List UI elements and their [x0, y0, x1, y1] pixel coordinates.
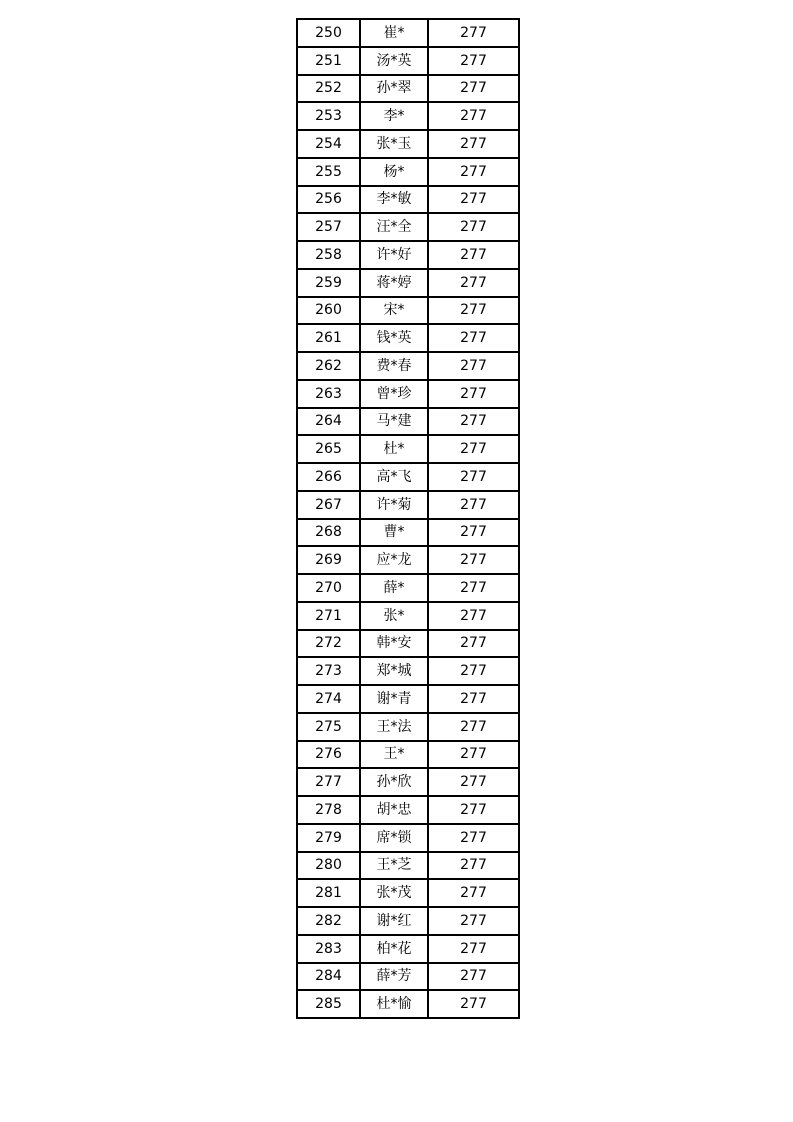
- score-cell: 277: [428, 75, 519, 103]
- row-number-cell: 284: [297, 963, 360, 991]
- name-cell: 薛*: [360, 574, 428, 602]
- table-row: [297, 269, 519, 297]
- score-cell: 277: [428, 796, 519, 824]
- name-cell: 曾*珍: [360, 380, 428, 408]
- table-row: [297, 907, 519, 935]
- name-cell: 李*: [360, 102, 428, 130]
- name-cell: 高*飞: [360, 463, 428, 491]
- row-number-cell: 260: [297, 297, 360, 325]
- name-cell: 宋*: [360, 297, 428, 325]
- row-number-cell: 267: [297, 491, 360, 519]
- score-cell: 277: [428, 324, 519, 352]
- name-cell: 谢*红: [360, 907, 428, 935]
- score-cell: 277: [428, 269, 519, 297]
- row-number-cell: 269: [297, 546, 360, 574]
- score-cell: 277: [428, 380, 519, 408]
- score-cell: 277: [428, 47, 519, 75]
- row-number-cell: 261: [297, 324, 360, 352]
- table-row: [297, 352, 519, 380]
- table-row: [297, 796, 519, 824]
- table-container: [296, 18, 520, 1019]
- score-table: [296, 18, 520, 1019]
- table-row: [297, 602, 519, 630]
- score-cell: 277: [428, 824, 519, 852]
- row-number-cell: 270: [297, 574, 360, 602]
- table-row: [297, 158, 519, 186]
- name-cell: 郑*城: [360, 657, 428, 685]
- table-row: [297, 19, 519, 47]
- name-cell: 崔*: [360, 19, 428, 47]
- score-cell: 277: [428, 657, 519, 685]
- name-cell: 汪*全: [360, 213, 428, 241]
- table-row: [297, 935, 519, 963]
- name-cell: 杜*: [360, 435, 428, 463]
- name-cell: 王*: [360, 741, 428, 769]
- score-cell: 277: [428, 879, 519, 907]
- table-row: [297, 519, 519, 547]
- name-cell: 柏*花: [360, 935, 428, 963]
- name-cell: 韩*安: [360, 630, 428, 658]
- name-cell: 李*敏: [360, 186, 428, 214]
- score-cell: 277: [428, 713, 519, 741]
- score-cell: 277: [428, 491, 519, 519]
- table-row: [297, 546, 519, 574]
- score-cell: 277: [428, 519, 519, 547]
- row-number-cell: 266: [297, 463, 360, 491]
- name-cell: 曹*: [360, 519, 428, 547]
- row-number-cell: 257: [297, 213, 360, 241]
- table-row: [297, 768, 519, 796]
- name-cell: 蒋*婷: [360, 269, 428, 297]
- score-cell: 277: [428, 741, 519, 769]
- name-cell: 席*锁: [360, 824, 428, 852]
- name-cell: 张*玉: [360, 130, 428, 158]
- score-cell: 277: [428, 630, 519, 658]
- table-row: [297, 852, 519, 880]
- score-cell: 277: [428, 602, 519, 630]
- row-number-cell: 252: [297, 75, 360, 103]
- score-cell: 277: [428, 158, 519, 186]
- row-number-cell: 255: [297, 158, 360, 186]
- name-cell: 王*芝: [360, 852, 428, 880]
- table-body: [297, 19, 519, 1018]
- row-number-cell: 283: [297, 935, 360, 963]
- score-cell: 277: [428, 963, 519, 991]
- row-number-cell: 271: [297, 602, 360, 630]
- name-cell: 费*春: [360, 352, 428, 380]
- score-cell: 277: [428, 102, 519, 130]
- score-cell: 277: [428, 907, 519, 935]
- score-cell: 277: [428, 685, 519, 713]
- table-row: [297, 824, 519, 852]
- score-cell: 277: [428, 852, 519, 880]
- name-cell: 张*茂: [360, 879, 428, 907]
- score-cell: 277: [428, 297, 519, 325]
- score-cell: 277: [428, 213, 519, 241]
- table-row: [297, 408, 519, 436]
- score-cell: 277: [428, 130, 519, 158]
- row-number-cell: 251: [297, 47, 360, 75]
- name-cell: 钱*英: [360, 324, 428, 352]
- row-number-cell: 273: [297, 657, 360, 685]
- row-number-cell: 256: [297, 186, 360, 214]
- row-number-cell: 278: [297, 796, 360, 824]
- name-cell: 汤*英: [360, 47, 428, 75]
- table-row: [297, 435, 519, 463]
- table-row: [297, 241, 519, 269]
- table-row: [297, 713, 519, 741]
- row-number-cell: 277: [297, 768, 360, 796]
- name-cell: 杨*: [360, 158, 428, 186]
- name-cell: 胡*忠: [360, 796, 428, 824]
- name-cell: 应*龙: [360, 546, 428, 574]
- table-row: [297, 102, 519, 130]
- score-cell: 277: [428, 241, 519, 269]
- table-row: [297, 324, 519, 352]
- name-cell: 孙*翠: [360, 75, 428, 103]
- row-number-cell: 280: [297, 852, 360, 880]
- score-cell: 277: [428, 408, 519, 436]
- table-row: [297, 130, 519, 158]
- table-row: [297, 685, 519, 713]
- row-number-cell: 253: [297, 102, 360, 130]
- table-row: [297, 879, 519, 907]
- table-row: [297, 574, 519, 602]
- score-cell: 277: [428, 435, 519, 463]
- row-number-cell: 282: [297, 907, 360, 935]
- row-number-cell: 265: [297, 435, 360, 463]
- table-row: [297, 463, 519, 491]
- row-number-cell: 268: [297, 519, 360, 547]
- table-row: [297, 741, 519, 769]
- score-cell: 277: [428, 186, 519, 214]
- table-row: [297, 657, 519, 685]
- name-cell: 马*建: [360, 408, 428, 436]
- table-row: [297, 213, 519, 241]
- row-number-cell: 264: [297, 408, 360, 436]
- score-cell: 277: [428, 574, 519, 602]
- name-cell: 薛*芳: [360, 963, 428, 991]
- table-row: [297, 186, 519, 214]
- row-number-cell: 274: [297, 685, 360, 713]
- score-cell: 277: [428, 463, 519, 491]
- row-number-cell: 259: [297, 269, 360, 297]
- table-row: [297, 47, 519, 75]
- name-cell: 谢*青: [360, 685, 428, 713]
- table-row: [297, 380, 519, 408]
- name-cell: 张*: [360, 602, 428, 630]
- row-number-cell: 250: [297, 19, 360, 47]
- row-number-cell: 281: [297, 879, 360, 907]
- name-cell: 许*菊: [360, 491, 428, 519]
- name-cell: 孙*欣: [360, 768, 428, 796]
- row-number-cell: 285: [297, 990, 360, 1018]
- name-cell: 王*法: [360, 713, 428, 741]
- row-number-cell: 276: [297, 741, 360, 769]
- name-cell: 许*好: [360, 241, 428, 269]
- table-row: [297, 963, 519, 991]
- table-row: [297, 75, 519, 103]
- score-cell: 277: [428, 935, 519, 963]
- row-number-cell: 263: [297, 380, 360, 408]
- row-number-cell: 279: [297, 824, 360, 852]
- table-row: [297, 491, 519, 519]
- score-cell: 277: [428, 768, 519, 796]
- score-cell: 277: [428, 546, 519, 574]
- table-row: [297, 990, 519, 1018]
- table-row: [297, 297, 519, 325]
- table-row: [297, 630, 519, 658]
- row-number-cell: 275: [297, 713, 360, 741]
- row-number-cell: 254: [297, 130, 360, 158]
- score-cell: 277: [428, 19, 519, 47]
- row-number-cell: 262: [297, 352, 360, 380]
- name-cell: 杜*愉: [360, 990, 428, 1018]
- score-cell: 277: [428, 352, 519, 380]
- score-cell: 277: [428, 990, 519, 1018]
- row-number-cell: 258: [297, 241, 360, 269]
- row-number-cell: 272: [297, 630, 360, 658]
